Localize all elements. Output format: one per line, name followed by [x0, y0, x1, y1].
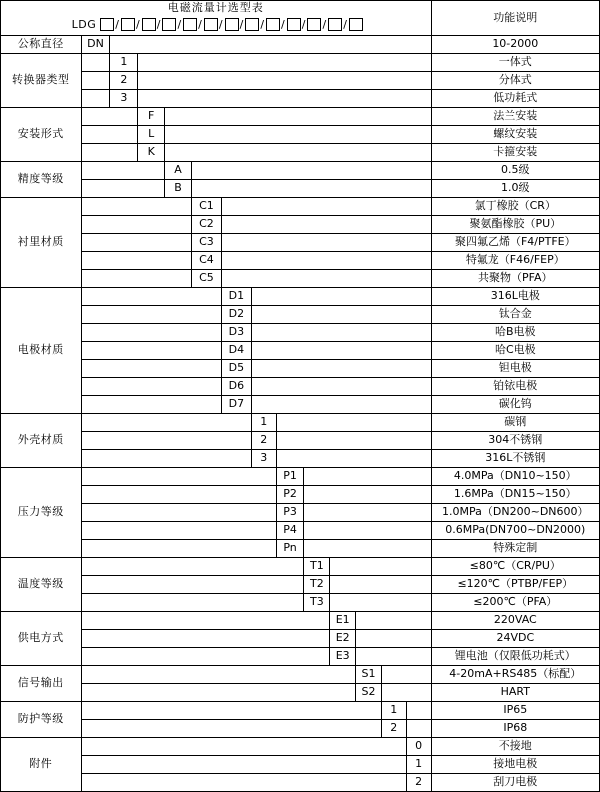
spacer-right — [251, 341, 431, 359]
table-row — [1, 413, 600, 431]
spacer-right — [276, 449, 431, 467]
model-prefix-label: LDG — [71, 17, 97, 31]
description-cell: 锂电池（仅限低功耗式） — [431, 647, 599, 665]
table-row — [1, 611, 600, 629]
table-row — [1, 719, 600, 737]
code-cell[interactable]: E1 — [330, 611, 356, 629]
code-box[interactable] — [204, 18, 218, 31]
spacer-right — [138, 53, 431, 71]
row-label-3: 精度等级 — [1, 161, 82, 197]
row-label-9: 供电方式 — [1, 611, 82, 665]
description-cell: 0.6MPa(DN700~DN2000) — [431, 521, 599, 539]
code-cell[interactable]: C2 — [191, 215, 221, 233]
table-header-title — [1, 1, 432, 36]
code-cell[interactable]: D4 — [221, 341, 251, 359]
spacer-right — [251, 305, 431, 323]
description-cell: 0.5级 — [431, 161, 599, 179]
table-row — [1, 35, 600, 53]
code-separator: / — [177, 17, 183, 31]
spacer-right — [138, 89, 431, 107]
code-cell[interactable]: 2 — [381, 719, 406, 737]
code-cell[interactable]: K — [138, 143, 165, 161]
table-row — [1, 593, 600, 611]
description-cell: 特氟龙（F46/FEP） — [431, 251, 599, 269]
description-cell: 聚氨酯橡胶（PU） — [431, 215, 599, 233]
description-cell: 碳化钨 — [431, 395, 599, 413]
spacer-right — [191, 161, 431, 179]
code-box[interactable] — [287, 18, 301, 31]
description-cell: 碳钢 — [431, 413, 599, 431]
spacer-right — [304, 539, 431, 557]
table-row — [1, 71, 600, 89]
table-row — [1, 467, 600, 485]
table-row — [1, 251, 600, 269]
code-cell[interactable]: D2 — [221, 305, 251, 323]
spacer-left — [81, 755, 406, 773]
table-row — [1, 107, 600, 125]
description-cell: 不接地 — [431, 737, 599, 755]
table-row — [1, 359, 600, 377]
row-label-5: 电极材质 — [1, 287, 82, 413]
description-cell: ≤200℃（PFA） — [431, 593, 599, 611]
spacer-right — [304, 503, 431, 521]
description-cell: HART — [431, 683, 599, 701]
description-cell: ≤80℃（CR/PU） — [431, 557, 599, 575]
spacer-left — [81, 557, 304, 575]
row-label-7: 压力等级 — [1, 467, 82, 557]
spacer-right — [304, 521, 431, 539]
code-cell[interactable]: S2 — [356, 683, 382, 701]
code-cell[interactable]: E2 — [330, 629, 356, 647]
code-separator: / — [301, 17, 307, 31]
code-box[interactable] — [225, 18, 239, 31]
spacer-right — [330, 557, 431, 575]
spacer-left — [81, 539, 276, 557]
spacer-right — [251, 377, 431, 395]
spacer-left — [81, 773, 406, 791]
description-cell: 钛合金 — [431, 305, 599, 323]
spacer-right — [356, 611, 432, 629]
spacer-right — [165, 125, 431, 143]
code-cell[interactable]: D7 — [221, 395, 251, 413]
spacer-left — [81, 71, 110, 89]
table-row — [1, 683, 600, 701]
spacer-left — [81, 737, 406, 755]
code-cell[interactable]: P2 — [276, 485, 304, 503]
code-cell[interactable]: D1 — [221, 287, 251, 305]
code-separator: / — [239, 17, 245, 31]
spacer-left — [81, 377, 221, 395]
table-row — [1, 521, 600, 539]
spacer-left — [81, 431, 251, 449]
table-row — [1, 701, 600, 719]
row-label-0: 公称直径 — [1, 35, 82, 53]
table-row — [1, 737, 600, 755]
code-cell[interactable]: DN — [81, 35, 110, 53]
code-cell[interactable]: A — [165, 161, 192, 179]
code-cell[interactable]: L — [138, 125, 165, 143]
code-cell[interactable]: 1 — [406, 755, 431, 773]
table-row — [1, 125, 600, 143]
description-cell: 哈B电极 — [431, 323, 599, 341]
spacer-left — [81, 233, 191, 251]
code-box[interactable] — [121, 18, 135, 31]
description-cell: 法兰安装 — [431, 107, 599, 125]
spacer-right — [221, 233, 431, 251]
spacer-right — [191, 179, 431, 197]
description-cell: 卡箍安装 — [431, 143, 599, 161]
description-cell: 304不锈钢 — [431, 431, 599, 449]
table-row — [1, 341, 600, 359]
selection-table-body — [1, 1, 600, 792]
spacer-left — [81, 179, 165, 197]
spacer-left — [81, 305, 221, 323]
code-separator: / — [218, 17, 224, 31]
description-cell: 聚四氟乙烯（F4/PTFE） — [431, 233, 599, 251]
spacer-left — [81, 701, 381, 719]
description-cell: 哈C电极 — [431, 341, 599, 359]
spacer-left — [81, 719, 381, 737]
description-cell: 220VAC — [431, 611, 599, 629]
description-cell: 4.0MPa（DN10~150） — [431, 467, 599, 485]
spacer-left — [81, 215, 191, 233]
spacer-right — [304, 485, 431, 503]
code-cell[interactable]: D3 — [221, 323, 251, 341]
code-separator: / — [260, 17, 266, 31]
spacer-left — [81, 161, 165, 179]
code-cell[interactable]: B — [165, 179, 192, 197]
spacer-right — [330, 575, 431, 593]
code-cell[interactable]: C5 — [191, 269, 221, 287]
code-separator: / — [281, 17, 286, 31]
description-cell: 共聚物（PFA） — [431, 269, 599, 287]
description-cell: 分体式 — [431, 71, 599, 89]
table-row — [1, 647, 600, 665]
spacer-left — [81, 143, 138, 161]
table-row — [1, 629, 600, 647]
row-label-4: 衬里材质 — [1, 197, 82, 287]
description-cell: 一体式 — [431, 53, 599, 71]
description-cell: IP68 — [431, 719, 599, 737]
description-cell: 刮刀电极 — [431, 773, 599, 791]
description-cell: 接地电极 — [431, 755, 599, 773]
description-cell: 316L不锈钢 — [431, 449, 599, 467]
spacer-left — [81, 53, 110, 71]
code-box[interactable] — [183, 18, 197, 31]
spacer-right — [221, 197, 431, 215]
code-separator: / — [343, 17, 348, 31]
table-row — [1, 269, 600, 287]
table-row — [1, 215, 600, 233]
table-row — [1, 179, 600, 197]
spacer-right — [221, 269, 431, 287]
code-cell[interactable]: P3 — [276, 503, 304, 521]
description-cell: 316L电极 — [431, 287, 599, 305]
table-row — [1, 143, 600, 161]
table-row — [1, 53, 600, 71]
spacer-left — [81, 107, 138, 125]
spacer-right — [138, 71, 431, 89]
code-box[interactable] — [100, 18, 114, 31]
code-cell[interactable]: P4 — [276, 521, 304, 539]
row-label-12: 附件 — [1, 737, 82, 791]
spacer-left — [81, 467, 276, 485]
code-cell[interactable]: D5 — [221, 359, 251, 377]
code-cell[interactable]: T3 — [304, 593, 330, 611]
description-cell: ≤120℃（PTBP/FEP） — [431, 575, 599, 593]
spacer-left — [81, 485, 276, 503]
code-cell[interactable]: T2 — [304, 575, 330, 593]
spacer-left — [81, 665, 356, 683]
code-cell[interactable]: 2 — [251, 431, 276, 449]
table-row — [1, 575, 600, 593]
spacer-left — [81, 575, 304, 593]
code-cell[interactable]: 0 — [406, 737, 431, 755]
table-row — [1, 485, 600, 503]
table-row — [1, 323, 600, 341]
table-row — [1, 197, 600, 215]
code-cell[interactable]: 1 — [110, 53, 138, 71]
code-separator: / — [198, 17, 203, 31]
table-row — [1, 161, 600, 179]
description-cell: 1.0MPa（DN200~DN600） — [431, 503, 599, 521]
description-cell: 4-20mA+RS485（标配） — [431, 665, 599, 683]
spacer-left — [81, 197, 191, 215]
spacer-right — [251, 395, 431, 413]
spacer-right — [406, 701, 431, 719]
table-row — [1, 89, 600, 107]
spacer-right — [330, 593, 431, 611]
spacer-left — [81, 449, 251, 467]
spacer-left — [81, 503, 276, 521]
spacer-right — [221, 251, 431, 269]
spacer-right — [356, 629, 432, 647]
code-cell[interactable]: 2 — [406, 773, 431, 791]
code-separator: / — [136, 17, 141, 31]
description-cell: 螺纹安装 — [431, 125, 599, 143]
code-cell[interactable]: T1 — [304, 557, 330, 575]
code-cell[interactable]: 2 — [110, 71, 138, 89]
table-row — [1, 755, 600, 773]
spacer-right — [304, 467, 431, 485]
code-box[interactable] — [266, 18, 280, 31]
row-label-1: 转换器类型 — [1, 53, 82, 107]
spacer-left — [81, 629, 330, 647]
spacer-right — [381, 683, 431, 701]
spacer-left — [81, 395, 221, 413]
code-cell[interactable]: P1 — [276, 467, 304, 485]
code-separator: / — [115, 17, 121, 31]
table-row — [1, 503, 600, 521]
code-box[interactable] — [307, 18, 321, 31]
description-cell: 10-2000 — [431, 35, 599, 53]
table-row — [1, 539, 600, 557]
spacer-right — [406, 719, 431, 737]
code-box[interactable] — [349, 18, 363, 31]
code-box[interactable] — [245, 18, 259, 31]
table-row — [1, 773, 600, 791]
row-label-10: 信号输出 — [1, 665, 82, 701]
code-cell[interactable]: F — [138, 107, 165, 125]
code-cell[interactable]: 3 — [110, 89, 138, 107]
row-label-11: 防护等级 — [1, 701, 82, 737]
table-row — [1, 665, 600, 683]
spacer-right — [276, 413, 431, 431]
code-cell[interactable]: E3 — [330, 647, 356, 665]
code-cell[interactable]: D6 — [221, 377, 251, 395]
code-separator: / — [156, 17, 162, 31]
table-row — [1, 305, 600, 323]
code-box[interactable] — [142, 18, 156, 31]
table-row — [1, 395, 600, 413]
spacer-right — [221, 215, 431, 233]
spacer-right — [110, 35, 431, 53]
spacer-right — [251, 287, 431, 305]
code-cell[interactable]: 1 — [381, 701, 406, 719]
spacer-right — [251, 323, 431, 341]
spacer-left — [81, 89, 110, 107]
spacer-left — [81, 413, 251, 431]
description-cell: IP65 — [431, 701, 599, 719]
spacer-left — [81, 647, 330, 665]
description-cell: 氯丁橡胶（CR） — [431, 197, 599, 215]
spacer-left — [81, 323, 221, 341]
description-cell: 1.6MPa（DN15~150） — [431, 485, 599, 503]
code-box[interactable] — [162, 18, 176, 31]
description-cell: 低功耗式 — [431, 89, 599, 107]
spacer-left — [81, 683, 356, 701]
spacer-left — [81, 251, 191, 269]
code-cell[interactable]: C4 — [191, 251, 221, 269]
code-separator: / — [322, 17, 328, 31]
spacer-right — [276, 431, 431, 449]
table-row — [1, 449, 600, 467]
spacer-left — [81, 521, 276, 539]
code-cell[interactable]: C1 — [191, 197, 221, 215]
description-cell: 1.0级 — [431, 179, 599, 197]
spacer-left — [81, 593, 304, 611]
table-row — [1, 233, 600, 251]
table-title: 电磁流量计选型表 — [167, 1, 264, 14]
spacer-right — [381, 665, 431, 683]
row-label-6: 外壳材质 — [1, 413, 82, 467]
table-row — [1, 377, 600, 395]
code-cell[interactable]: Pn — [276, 539, 304, 557]
spacer-left — [81, 269, 191, 287]
spacer-left — [81, 359, 221, 377]
code-cell[interactable]: 1 — [251, 413, 276, 431]
spacer-right — [356, 647, 432, 665]
code-cell[interactable]: 3 — [251, 449, 276, 467]
code-cell[interactable]: S1 — [356, 665, 382, 683]
table-row — [1, 557, 600, 575]
function-description-header: 功能说明 — [431, 1, 599, 36]
description-cell: 24VDC — [431, 629, 599, 647]
spacer-right — [165, 143, 431, 161]
table-row — [1, 287, 600, 305]
spacer-left — [81, 341, 221, 359]
spacer-right — [251, 359, 431, 377]
description-cell: 特殊定制 — [431, 539, 599, 557]
description-cell: 钽电极 — [431, 359, 599, 377]
spacer-right — [165, 107, 431, 125]
code-box[interactable] — [328, 18, 342, 31]
spacer-left — [81, 125, 138, 143]
code-cell[interactable]: C3 — [191, 233, 221, 251]
row-label-8: 温度等级 — [1, 557, 82, 611]
row-label-2: 安装形式 — [1, 107, 82, 161]
spacer-left — [81, 287, 221, 305]
table-row — [1, 431, 600, 449]
description-cell: 铂铱电极 — [431, 377, 599, 395]
spacer-left — [81, 611, 330, 629]
code-box-row — [68, 15, 364, 35]
